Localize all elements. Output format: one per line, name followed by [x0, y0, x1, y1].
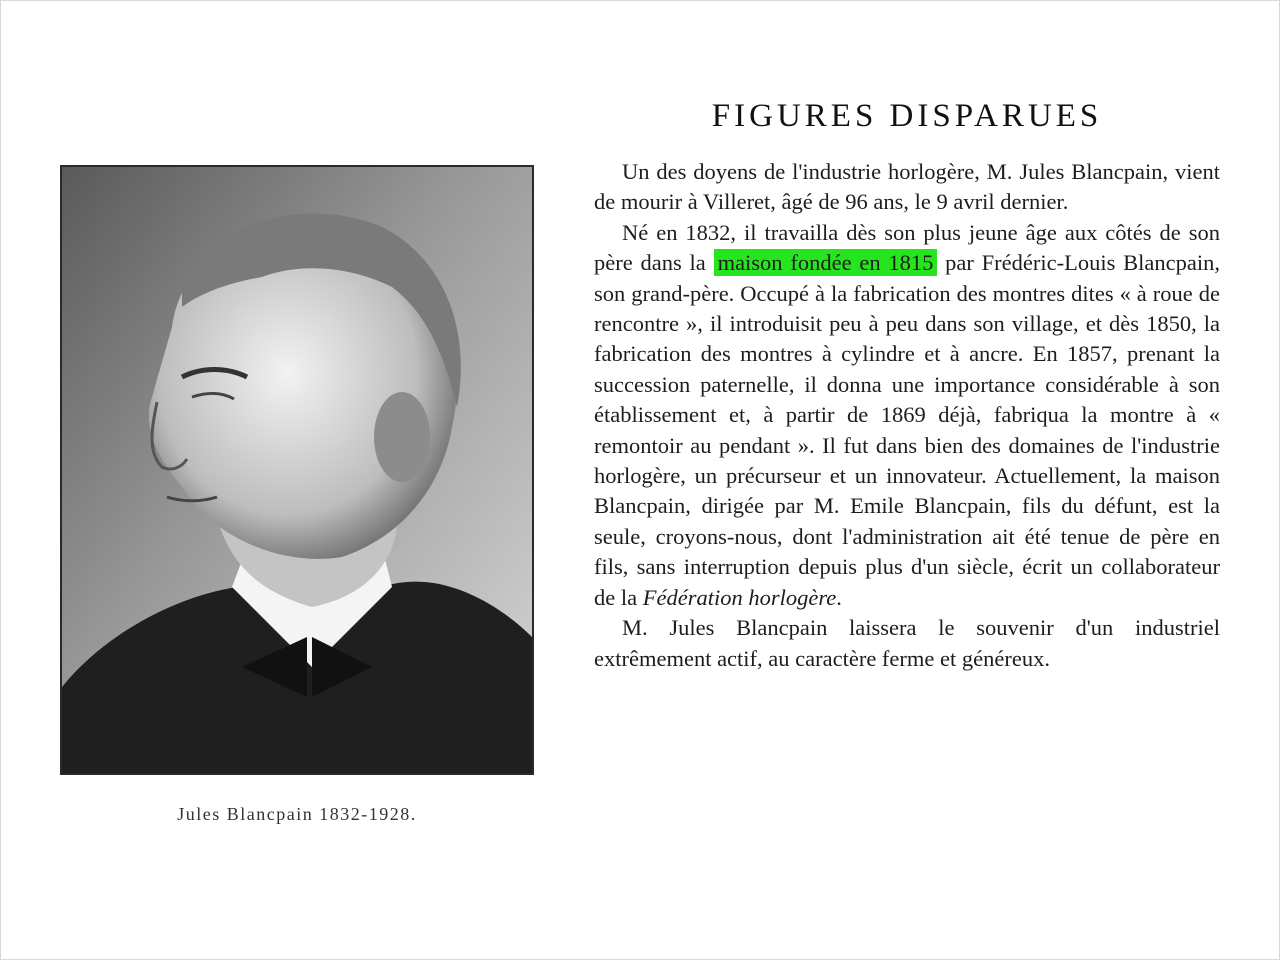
- article-body: [594, 157, 1220, 674]
- portrait-photo: [60, 165, 534, 775]
- paragraph-2-text-start: Né en 1832, il travailla dès son plus jeune âge aux côtés de son père dans la: [594, 219, 1220, 276]
- paragraph-2-text-end: .: [836, 584, 842, 610]
- paragraph-1: Un des doyens de l'industrie horlogère, M. Jules Blancpain, vient de mourir à Villeret, âgé de 96 ans, le 9 avril dernier.: [594, 159, 1220, 215]
- paragraph-2-text-middle: par Frédéric-Louis Blancpain, son grand-père. Occupé à la fabrication des montres dites « à roue de rencontre », il introduisit peu à peu dans son village, et dès 1850, la fabrication des montres à cylindre et à ancre. En 1857, prenant la succession paternelle, il donna une importance considérable à son établissement et, à partir de 1869 déjà, fabriqua la montre à « remontoir au pendant ». Il fut dans bien des domaines de l'industrie horlogère, un précurseur et un innovateur. Actuellement, la maison Blancpain, dirigée par M. Emile Blancpain, fils du défunt, est la seule, croyons-nous, dont l'administration ait été tenue de père en fils, sans interruption depuis plus d'un siècle, écrit un collaborateur de la: [594, 250, 1221, 610]
- paragraph-3: M. Jules Blancpain laissera le souvenir d'un industriel extrêmement actif, au caractère ferme et généreux.: [594, 615, 1220, 671]
- paragraph-2: [594, 218, 1220, 613]
- photo-caption: Jules Blancpain 1832-1928.: [177, 804, 417, 824]
- highlighted-phrase: maison fondée en 1815: [714, 249, 938, 276]
- article-title: FIGURES DISPARUES: [711, 98, 1103, 134]
- publication-name: Fédération horlogère: [642, 584, 837, 610]
